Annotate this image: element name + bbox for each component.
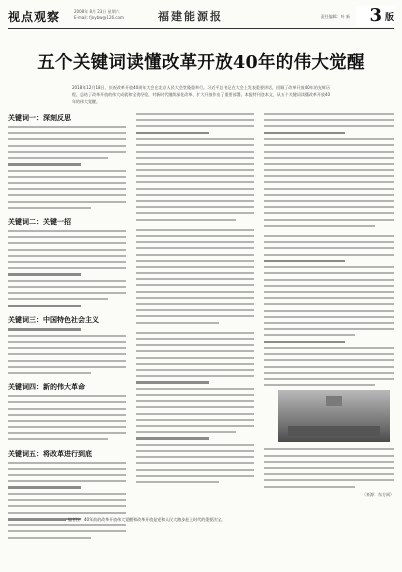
section-title: 关键词四：新的伟大革命: [8, 383, 85, 392]
section-title: 关键词一：深刻反思: [8, 114, 71, 122]
footnote: [8, 517, 394, 523]
issue-date: 2008年 8月 23日 星期六: [74, 9, 120, 14]
masthead: [8, 6, 394, 29]
paragraph: [8, 462, 126, 539]
paragraph: [136, 113, 254, 483]
section-name: 视点观察: [8, 10, 61, 24]
column-2: [136, 113, 254, 487]
paragraph: [8, 395, 126, 440]
footnote-rule: [8, 519, 66, 521]
footnote-text: 编者按：40年前的改革开放伟大觉醒和改革开放是党和人民大踏步赶上时代的重要法宝。: [68, 517, 226, 522]
paragraph: [264, 448, 394, 487]
paragraph: [8, 126, 126, 209]
page-label: 版: [384, 13, 394, 23]
flag-graphic: [326, 396, 342, 406]
paragraph: [264, 113, 394, 386]
section-title: 关键词五：将改革进行到底: [8, 449, 92, 458]
paragraph: [8, 328, 126, 374]
page-number: 3: [369, 5, 382, 26]
article-source: （来源：东方网）: [362, 491, 394, 497]
section-title: 关键词三：中国特色社会主义: [8, 316, 99, 325]
article-lead: 2018年12月18日，庆祝改革开放40周年大会在北京人民大会堂隆重举行。习近平总书记在大会上发表重要讲话，回顾了改革开放40年的光辉历程，总结了改革开放的伟大成就和宝贵经验，对新时代继续深化改革、扩大开放作出了重要部署。本报特刊登本文，从五个关键词读懂改革开放40年的伟大觉醒。: [72, 85, 330, 104]
column-1: [8, 113, 126, 543]
paragraph: [8, 230, 126, 307]
article-photo: [278, 390, 390, 442]
section-title: 关键词二：关键一招: [8, 218, 71, 227]
page-number-box: [356, 6, 394, 26]
column-3: [264, 113, 394, 498]
editor-credit: 责任编辑：叶 新: [320, 14, 350, 19]
article-headline: 五个关键词读懂改革开放40年的伟大觉醒: [37, 53, 365, 73]
paper-name: 福建能源报: [158, 10, 223, 23]
contact-email: E-mail: fjnybw@126.com: [74, 15, 124, 20]
article-body: [8, 113, 394, 523]
subhead-bar: [8, 163, 81, 165]
